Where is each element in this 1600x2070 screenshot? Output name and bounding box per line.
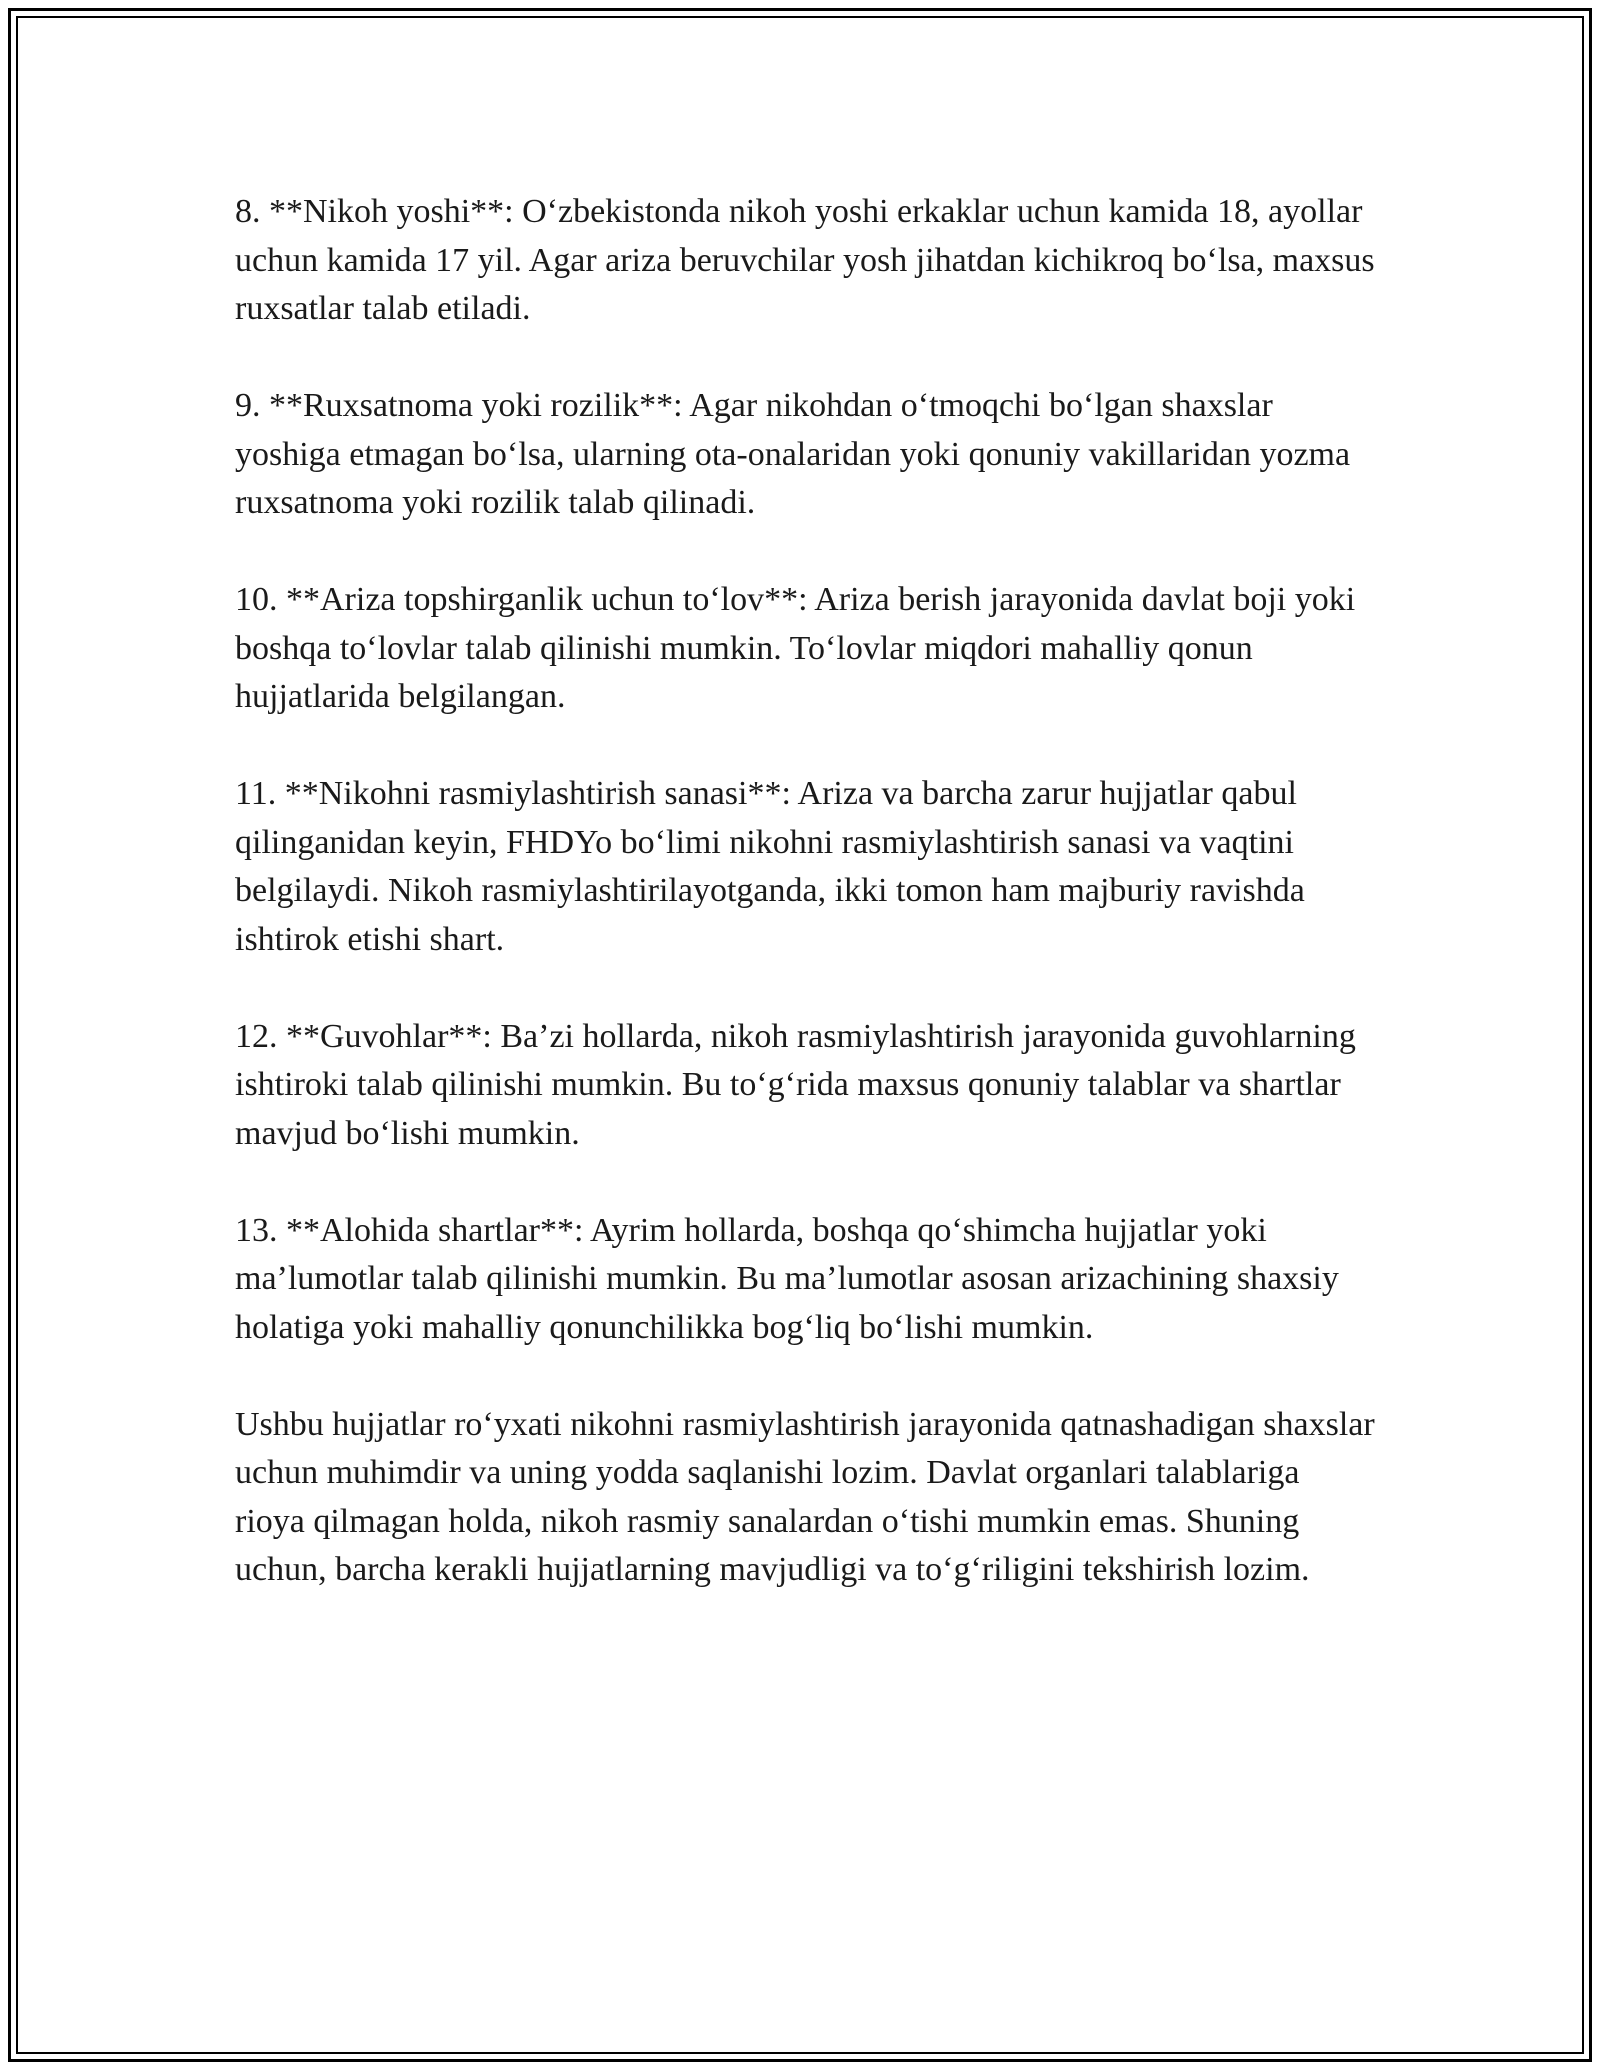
document-body	[235, 188, 1375, 1643]
paragraph-application-fee: 10. **Ariza topshirganlik uchun to‘lov**: Ariza berish jarayonida davlat boji yoki boshqa to‘lovlar talab qilinishi mumkin. To‘lovlar miqdori mahalliy qonun hujjatlarida belgilangan.	[235, 581, 1356, 715]
paragraph-witnesses: 12. **Guvohlar**: Ba’zi hollarda, nikoh rasmiylashtirish jarayonida guvohlarning ishtiroki talab qilinishi mumkin. Bu to‘g‘rida maxsus qonuniy talablar va shartlar mavjud bo‘lishi mumkin.	[235, 1017, 1356, 1152]
paragraph-conclusion: Ushbu hujjatlar ro‘yxati nikohni rasmiylashtirish jarayonida qatnashadigan shaxslar uchun muhimdir va uning yodda saqlanishi lozim. Davlat organlari talablariga rioya qilmagan holda, nikoh rasmiy sanalardan o‘tishi mumkin emas. Shuning uchun, barcha kerakli hujjatlarning mavjudligi va to‘g‘riligini tekshirish lozim.	[235, 1405, 1375, 1588]
paragraph-registration-date: 11. **Nikohni rasmiylashtirish sanasi**: Ariza va barcha zarur hujjatlar qabul qilinganidan keyin, FHDYo bo‘limi nikohni rasmiylashtirish sanasi va vaqtini belgilaydi. Nikoh rasmiylashtirilayotganda, ikki tomon ham majburiy ravishda ishtirok etishi shart.	[235, 775, 1305, 958]
paragraph-special-conditions: 13. **Alohida shartlar**: Ayrim hollarda, boshqa qo‘shimcha hujjatlar yoki ma’lumotlar talab qilinishi mumkin. Bu ma’lumotlar asosan arizachining shaxsiy holatiga yoki mahalliy qonunchilikka bog‘liq bo‘lishi mumkin.	[235, 1211, 1339, 1346]
paragraph-marriage-age: 8. **Nikoh yoshi**: O‘zbekistonda nikoh yoshi erkaklar uchun kamida 18, ayollar uchun kamida 17 yil. Agar ariza beruvchilar yosh jihatdan kichikroq bo‘lsa, maxsus ruxsatlar talab etiladi.	[235, 193, 1375, 327]
paragraph-permission-consent: 9. **Ruxsatnoma yoki rozilik**: Agar nikohdan o‘tmoqchi bo‘lgan shaxslar yoshiga etmagan bo‘lsa, ularning ota-onalaridan yoki qonuniy vakillaridan yozma ruxsatnoma yoki rozilik talab qilinadi.	[235, 387, 1351, 521]
